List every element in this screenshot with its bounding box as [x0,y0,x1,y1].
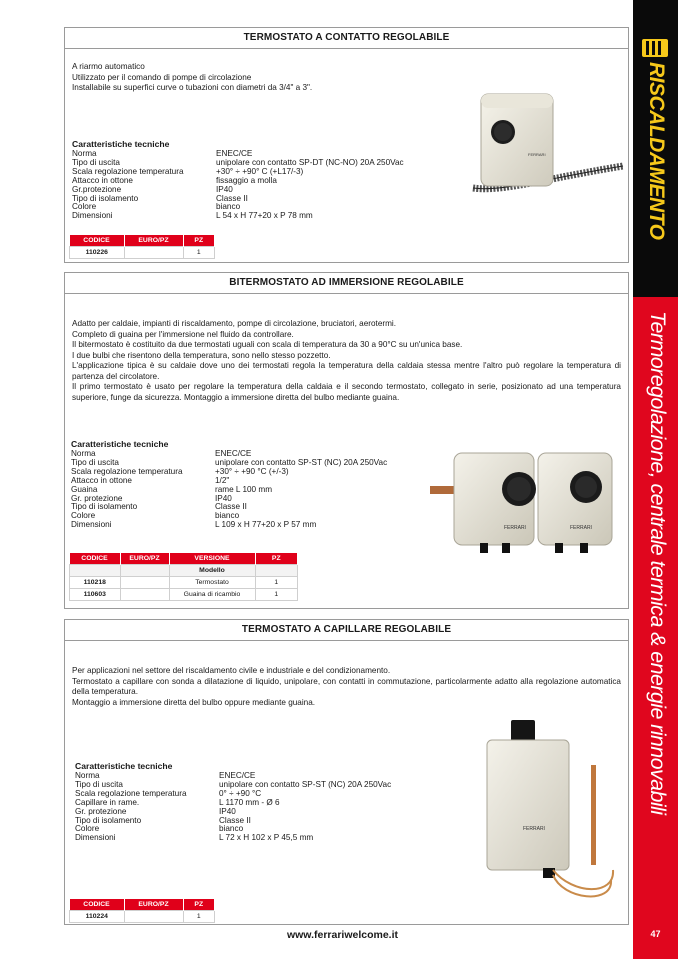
spec-key: Gr. protezione [75,806,127,816]
spec-key: Norma [71,449,96,458]
spec-value: 0° ÷ +90 °C [219,788,262,798]
spec-value: 1/2" [215,475,230,485]
spec-value: L 54 x H 77+20 x P 78 mm [216,211,313,221]
description-line: Termostato a capillare con sonda a dilatazione di liquido, unipolare, con contatti in commutazione, particolarmente adatto alla regolazione automatica della temperatura. [72,676,621,696]
spec-key: Tipo di uscita [75,779,123,789]
table-row [70,589,298,601]
empty-cell [70,565,121,577]
brand-logo: FERRARI [504,525,526,531]
dual-thermostat-image [430,449,615,559]
spec-key: Tipo di isolamento [72,193,139,203]
spec-value: bianco [219,824,244,834]
table-row [70,911,215,923]
specs-heading: Caratteristiche tecniche [75,761,173,771]
spec-value: IP40 [216,184,233,194]
spec-key: Dimensioni [71,520,112,530]
product-card-dual-thermostat [64,272,629,609]
spec-value: IP40 [215,493,232,503]
specs-heading: Caratteristiche tecniche [71,439,169,449]
spec-value: L 1170 mm - Ø 6 [219,797,280,807]
cell-price [124,911,183,923]
specs-heading: Caratteristiche tecniche [72,139,170,149]
spec-row [75,834,505,843]
col-header-code: CODICE [70,553,121,565]
cell-price [120,577,169,589]
spec-value: bianco [216,202,241,212]
spec-value: Classe II [216,193,248,203]
product-description [72,62,402,94]
spec-value: ENEC/CE [219,771,256,780]
brand-logo: FERRARI [570,525,592,531]
description-line: Installabile su superfici curve o tubazioni con diametri da 3/4" a 3". [72,83,313,92]
spec-value: ENEC/CE [215,449,252,458]
spec-key: Capillare in rame. [75,797,140,807]
spec-key: Dimensioni [72,211,113,221]
description-line: Il primo termostato è usato per regolare la temperatura della caldaia e il secondo termostato, collegato in serie, posizionato ad una temperatura superiore, funge da sicurezza. Montaggio a immersione diretta del bulbo mediante guaina. [72,382,621,402]
sensor-bulb [591,765,596,865]
spec-value: unipolare con contatto SP-ST (NC) 20A 250Vac [215,457,388,467]
footer-url[interactable]: www.ferrariwelcome.it [286,929,399,941]
spec-key: Guaina [71,484,98,494]
spec-value: bianco [215,511,240,521]
cell-qty: 1 [183,911,215,923]
empty-cell [120,565,169,577]
sidebar-subtitle: Termoregolazione, centrale termica & energie rinnovabili [646,311,670,815]
spec-row [75,817,505,826]
spec-key: Gr. protezione [71,493,123,503]
spec-key: Tipo di uscita [72,157,120,167]
cell-version: Guaina di ricambio [169,589,255,601]
page-number: 47 [650,929,661,939]
empty-cell [255,565,298,577]
spec-key: Tipo di isolamento [71,502,138,512]
product-card-contact-thermostat [64,27,629,263]
spec-key: Attacco in ottone [71,475,132,485]
spec-value: ENEC/CE [216,149,253,158]
radiator-icon [640,37,670,59]
spec-key: Attacco in ottone [72,175,133,185]
specs-block [75,761,505,843]
brand-logo: FERRARI [523,826,545,832]
spec-key: Colore [71,511,96,521]
cell-code: 110603 [70,589,121,601]
description-line: L'applicazione tipica è su caldaie dove uno dei termostati regola la temperatura della caldaia stessa mentre l'altro può regolare la temperatura di partenza del circolatore. [72,361,621,381]
product-card-capillary-thermostat [64,619,629,925]
capillary-thermostat-image [483,720,618,915]
spec-value: L 109 x H 77+20 x P 57 mm [215,520,317,530]
col-header-price: EURO/PZ [124,899,183,911]
spec-key: Colore [72,202,97,212]
spec-value: L 72 x H 102 x P 45,5 mm [219,833,314,843]
product-title: BITERMOSTATO AD IMMERSIONE REGOLABILE [65,273,628,294]
table-subheader-row [70,565,298,577]
price-table [69,235,215,259]
col-header-qty: PZ [255,553,298,565]
col-header-price: EURO/PZ [120,553,169,565]
spec-value: IP40 [219,806,236,816]
table-row [70,577,298,589]
spec-key: Dimensioni [75,833,116,843]
product-description [72,666,621,708]
description-line: Per applicazioni nel settore del riscaldamento civile e industriale e del condizionamento. [72,666,391,675]
product-title: TERMOSTATO A CAPILLARE REGOLABILE [65,620,628,641]
knob-icon [511,720,535,742]
cell-code: 110218 [70,577,121,589]
col-header-version: VERSIONE [169,553,255,565]
price-table [69,899,215,923]
spec-key: Scala regolazione temperatura [75,788,187,798]
col-header-qty: PZ [183,899,215,911]
brand-logo: FERRARI [528,152,546,157]
spec-row [75,790,505,799]
product-title: TERMOSTATO A CONTATTO REGOLABILE [65,28,628,49]
sidebar-category: RISCALDAMENTO [645,62,668,240]
cell-qty: 1 [255,589,298,601]
spec-value: unipolare con contatto SP-DT (NC-NO) 20A 250Vac [216,157,404,167]
col-header-price: EURO/PZ [124,235,183,247]
spec-value: Classe II [215,502,247,512]
cell-code: 110226 [70,247,125,259]
spec-key: Norma [75,771,100,780]
description-line: A riarmo automatico [72,62,145,71]
spec-row [72,212,502,221]
col-header-code: CODICE [70,235,125,247]
description-line: Montaggio a immersione diretta del bulbo oppure mediante guaina. [72,697,316,707]
spec-key: Scala regolazione temperatura [72,166,184,176]
spec-value: rame L 100 mm [215,484,273,494]
spec-key: Colore [75,824,100,834]
spec-value: Classe II [219,815,251,825]
section-sidebar [633,0,678,959]
spec-key: Norma [72,149,97,158]
spec-value: +30° ÷ +90 °C (+/-3) [215,466,289,476]
cell-price [124,247,183,259]
spec-row [75,799,505,808]
product-description [72,319,621,403]
spec-value: fissaggio a molla [216,175,277,185]
col-header-code: CODICE [70,899,125,911]
spec-value: +30° ÷ +90° C (+L17/-3) [216,166,304,176]
description-line: I due bulbi che risentono della temperatura, sono nello stesso pozzetto. [72,350,331,360]
description-line: Completo di guaina per l'immersione nel fluido da controllare. [72,329,294,339]
contact-thermostat-image [433,84,628,209]
subheader-model: Modello [169,565,255,577]
spec-key: Tipo di uscita [71,457,119,467]
cell-version: Termostato [169,577,255,589]
col-header-qty: PZ [183,235,215,247]
spec-key: Gr.protezione [72,184,122,194]
cell-code: 110224 [70,911,125,923]
description-line: Il bitermostato è costituito da due termostati uguali con scala di temperatura da 30 a 90°C su un'unica base. [72,340,463,349]
spec-key: Tipo di isolamento [75,815,142,825]
description-line: Utilizzato per il comando di pompe di circolazione [72,72,252,82]
description-line: Adatto per caldaie, impianti di riscaldamento, pompe di circolazione, bruciatori, aerotermi. [72,319,397,328]
cell-price [120,589,169,601]
cell-qty: 1 [255,577,298,589]
spec-key: Scala regolazione temperatura [71,466,183,476]
spec-value: unipolare con contatto SP-ST (NC) 20A 250Vac [219,779,392,789]
price-table [69,553,298,601]
cell-qty: 1 [183,247,215,259]
table-row [70,247,215,259]
